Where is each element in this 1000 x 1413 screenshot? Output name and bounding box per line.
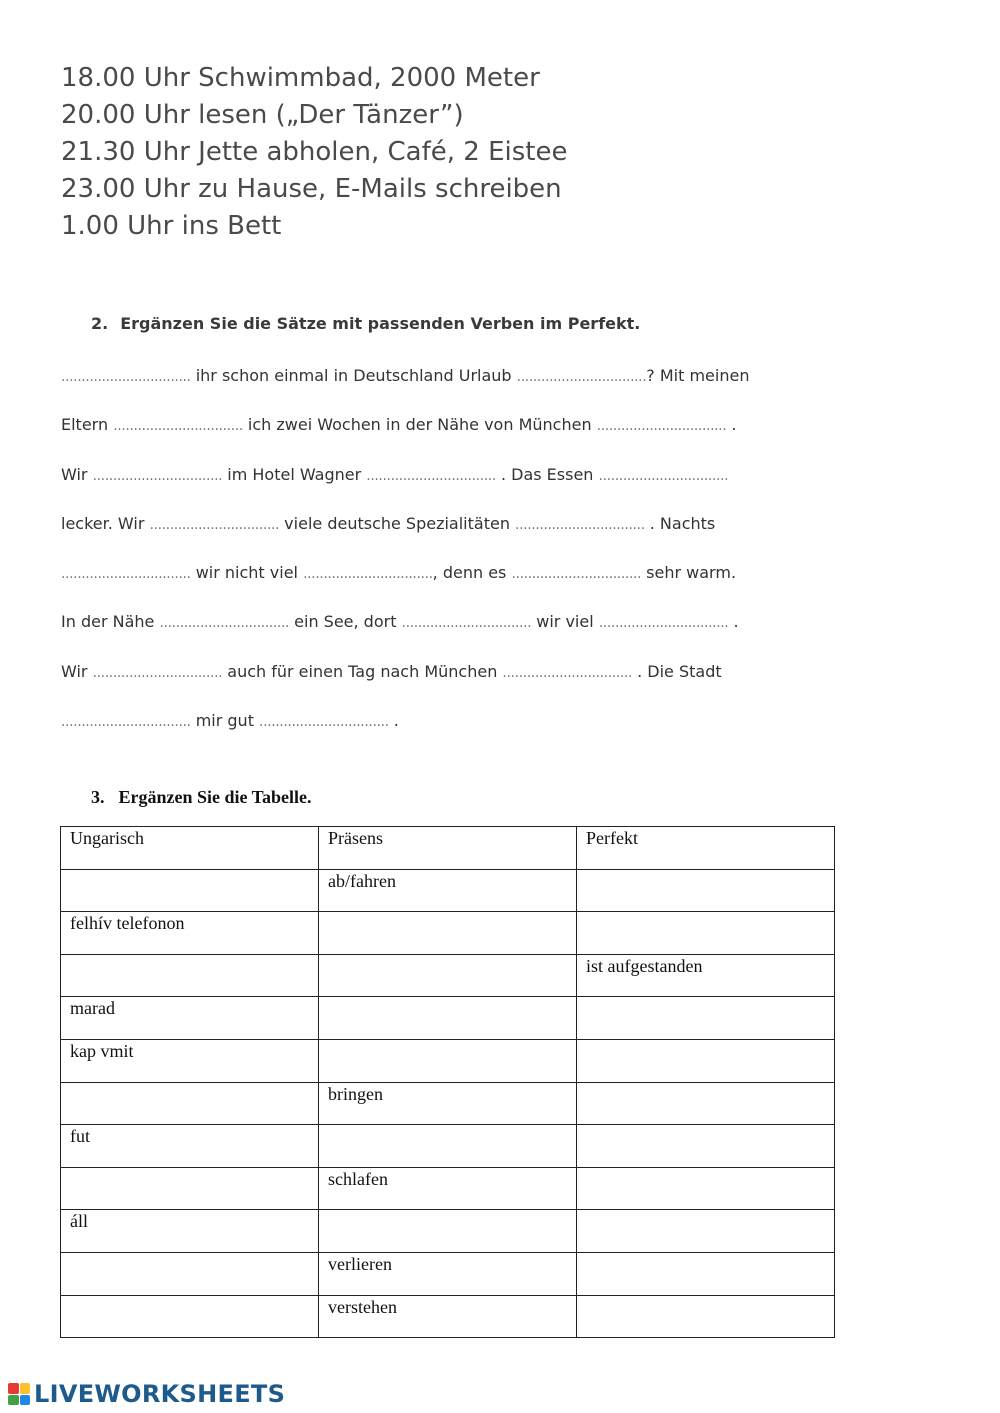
table-row [61, 869, 835, 912]
cloze-text-segment: wir viel [531, 612, 599, 632]
cell-ungarisch[interactable] [61, 954, 319, 997]
cloze-text-segment: , denn es [432, 563, 512, 583]
logo-tile [20, 1395, 31, 1406]
exercise-2-number: 2. [91, 314, 109, 333]
cloze-text-segment: Eltern [61, 415, 114, 435]
cell-perfekt[interactable] [577, 1210, 835, 1253]
schedule-item: 1.00 Uhr ins Bett [61, 211, 282, 241]
column-header-ungarisch: Ungarisch [61, 827, 319, 870]
cell-perfekt[interactable] [577, 912, 835, 955]
exercise-2-title: Ergänzen Sie die Sätze mit passenden Verben im Perfekt. [120, 314, 641, 333]
cloze-text-segment: . [728, 612, 739, 632]
cell-ungarisch[interactable] [61, 1252, 319, 1295]
cell-perfekt[interactable] [577, 1167, 835, 1210]
blank-field[interactable]: ................................ [113, 418, 243, 435]
logo-tile [8, 1395, 19, 1406]
cloze-text-segment: . Die Stadt [632, 661, 722, 681]
cell-ungarisch: fut [61, 1125, 319, 1168]
cell-ungarisch[interactable] [61, 1167, 319, 1210]
exercise-3-number: 3. [91, 787, 105, 807]
cell-ungarisch[interactable] [61, 1082, 319, 1125]
verb-table [60, 826, 835, 1338]
blank-field[interactable]: ................................ [502, 664, 633, 681]
cell-perfekt[interactable] [577, 1082, 835, 1125]
cell-praesens[interactable] [319, 1210, 577, 1253]
cell-praesens[interactable] [319, 1039, 577, 1082]
schedule-item: 21.30 Uhr Jette abholen, Café, 2 Eistee [61, 137, 568, 167]
liveworksheets-logo [8, 1380, 285, 1408]
table-row [61, 1252, 835, 1295]
cell-perfekt[interactable] [577, 1295, 835, 1338]
cell-praesens: bringen [319, 1082, 577, 1125]
cell-praesens[interactable] [319, 954, 577, 997]
cell-perfekt[interactable] [577, 1039, 835, 1082]
cell-praesens[interactable] [319, 1125, 577, 1168]
cloze-text-segment: . [726, 415, 737, 435]
cell-ungarisch[interactable] [61, 1295, 319, 1338]
blank-field[interactable]: ................................ [61, 714, 191, 731]
cloze-line [61, 364, 749, 413]
blank-field[interactable]: ................................ [259, 714, 389, 731]
cell-ungarisch: marad [61, 997, 319, 1040]
table-row [61, 1295, 835, 1338]
blank-field[interactable]: ................................ [598, 467, 729, 484]
exercise-2-heading [91, 314, 640, 333]
blank-field[interactable]: ................................ [401, 615, 532, 632]
cell-ungarisch: áll [61, 1210, 319, 1253]
cell-ungarisch[interactable] [61, 869, 319, 912]
verb-table-body [61, 869, 835, 1338]
blank-field[interactable]: ................................ [159, 615, 290, 632]
schedule-item: 18.00 Uhr Schwimmbad, 2000 Meter [61, 63, 540, 93]
logo-tile [8, 1383, 19, 1394]
table-row [61, 912, 835, 955]
blank-field[interactable]: ................................ [92, 664, 223, 681]
cloze-text-segment: lecker. Wir [61, 513, 150, 533]
blank-field[interactable]: ................................ [511, 566, 642, 583]
blank-field[interactable]: ................................ [61, 369, 191, 385]
table-row [61, 954, 835, 997]
table-row [61, 1210, 835, 1253]
cloze-text-segment: im Hotel Wagner [222, 464, 367, 484]
blank-field[interactable]: ................................ [92, 467, 223, 484]
cell-ungarisch: kap vmit [61, 1039, 319, 1082]
cloze-text-segment: auch für einen Tag nach München [222, 661, 503, 681]
logo-tile [20, 1383, 31, 1394]
blank-field[interactable]: ................................ [61, 566, 191, 583]
cell-praesens: schlafen [319, 1167, 577, 1210]
cloze-line [61, 709, 749, 758]
cloze-line [61, 512, 749, 561]
cloze-text-segment: sehr warm. [641, 563, 737, 583]
cloze-line [61, 561, 749, 610]
blank-field[interactable]: ................................ [303, 566, 433, 583]
cell-praesens: verstehen [319, 1295, 577, 1338]
cloze-text-segment: ? Mit meinen [646, 366, 750, 385]
cloze-text-segment: viele deutsche Spezialitäten [279, 513, 516, 533]
cloze-text-segment: mir gut [190, 711, 260, 731]
cloze-line [61, 463, 749, 512]
cloze-line [61, 413, 749, 462]
blank-field[interactable]: ................................ [366, 467, 496, 484]
schedule-list [61, 60, 567, 245]
cell-perfekt[interactable] [577, 1125, 835, 1168]
table-row [61, 1039, 835, 1082]
cloze-text-segment: . Das Essen [495, 464, 599, 484]
cloze-text-segment: . [388, 711, 399, 731]
column-header-praesens: Präsens [319, 827, 577, 870]
cloze-text-segment: ich zwei Wochen in der Nähe von München [242, 415, 597, 435]
cloze-line [61, 610, 749, 659]
cell-perfekt[interactable] [577, 997, 835, 1040]
cell-praesens: ab/fahren [319, 869, 577, 912]
blank-field[interactable]: ................................ [596, 418, 727, 435]
blank-field[interactable]: ................................ [516, 369, 647, 385]
cell-praesens: verlieren [319, 1252, 577, 1295]
exercise-3-title: Ergänzen Sie die Tabelle. [118, 787, 312, 807]
cell-ungarisch: felhív telefonon [61, 912, 319, 955]
blank-field[interactable]: ................................ [149, 516, 280, 533]
exercise-3-heading [91, 787, 312, 808]
cloze-text-segment: Wir [61, 464, 93, 484]
cell-praesens[interactable] [319, 997, 577, 1040]
schedule-item: 20.00 Uhr lesen („Der Tänzer”) [61, 100, 464, 130]
table-row [61, 1167, 835, 1210]
cloze-text [61, 364, 749, 758]
cloze-text-segment: ein See, dort [289, 612, 402, 632]
table-row [61, 1125, 835, 1168]
cloze-text-segment: ihr schon einmal in Deutschland Urlaub [190, 366, 517, 385]
cell-perfekt[interactable] [577, 1252, 835, 1295]
table-row [61, 1082, 835, 1125]
cloze-text-segment: Wir [61, 661, 93, 681]
cell-perfekt: ist aufgestanden [577, 954, 835, 997]
cell-praesens[interactable] [319, 912, 577, 955]
cloze-line [61, 660, 749, 709]
table-header-row [61, 827, 835, 870]
cell-perfekt[interactable] [577, 869, 835, 912]
column-header-perfekt: Perfekt [577, 827, 835, 870]
table-row [61, 997, 835, 1040]
cloze-text-segment: . Nachts [644, 513, 716, 533]
blank-field[interactable]: ................................ [515, 516, 645, 533]
logo-text: LIVEWORKSHEETS [34, 1380, 286, 1408]
blank-field[interactable]: ................................ [598, 615, 729, 632]
liveworksheets-logo-icon [8, 1383, 30, 1405]
cloze-text-segment: wir nicht viel [190, 563, 304, 583]
schedule-item: 23.00 Uhr zu Hause, E-Mails schreiben [61, 174, 562, 204]
cloze-text-segment: In der Nähe [61, 612, 160, 632]
